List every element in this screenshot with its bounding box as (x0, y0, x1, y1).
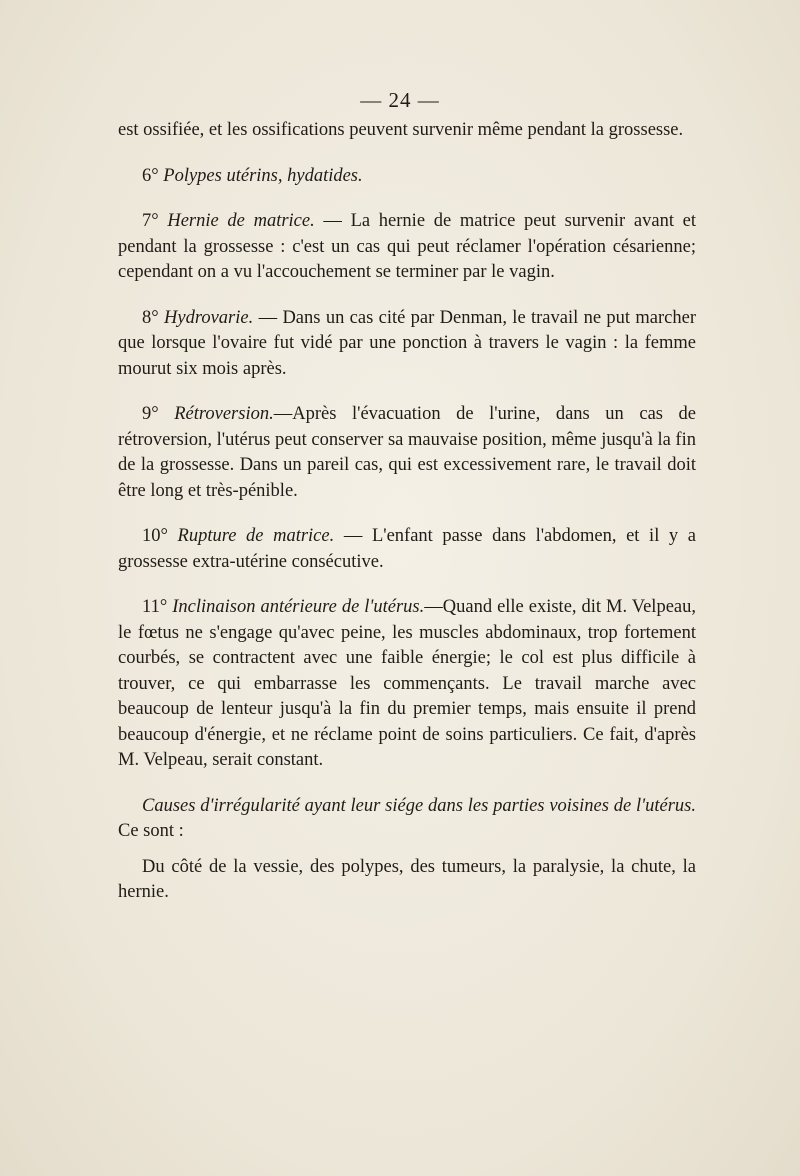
paragraph-heading: Causes d'irrégularité ayant leur siége dans les parties voisines de l'utérus. (142, 795, 696, 816)
paragraph-rupture (118, 524, 696, 575)
paragraph-hydrovarie (118, 306, 696, 383)
paragraph-text: — La hernie de matrice peut survenir avant et pendant la grossesse : c'est un cas qui peut réclamer l'opération césarienne; cependant on a vu l'accouchement se terminer par le vagin. (118, 211, 696, 282)
paragraph-text: Du côté de la vessie, des polypes, des tumeurs, la paralysie, la chute, la hernie. (118, 856, 696, 902)
paragraph-retroversion (118, 402, 696, 504)
paragraph-text: — L'enfant passe dans l'abdomen, et il y a grossesse extra-utérine consécutive. (118, 526, 697, 572)
page-number: — 24 — (360, 88, 440, 112)
body-text (118, 118, 696, 906)
paragraph-text: Ce sont : (118, 821, 184, 841)
paragraph-heading: Polypes utérins, hydatides. (163, 165, 363, 186)
paragraph-heading: Inclinaison antérieure de l'utérus. (172, 597, 425, 617)
paragraph-number: 8° (142, 307, 159, 328)
paragraph-text: —Quand elle existe, dit M. Velpeau, le fœtus ne s'engage qu'avec peine, les muscles abdominaux, trop fortement courbés, se contractent avec une faible énergie; le col est plus difficile à trouver, ce qui embarrasse les commençants. Le travail marche avec beaucoup de lenteur jusqu'à la fin du premier temps, mais ensuite il prend beaucoup d'énergie, et ne réclame point de soins particuliers. Ce fait, d'après M. Velpeau, serait constant. (118, 597, 696, 770)
paragraph-number: 7° (142, 211, 159, 231)
paragraph-number: 9° (142, 404, 159, 424)
paragraph-heading: Hydrovarie. (164, 307, 254, 328)
paragraph-hernie (118, 209, 696, 286)
paragraph-heading: Rétroversion. (174, 404, 274, 424)
paragraph-continuation (118, 118, 696, 144)
paragraph-number: 6° (142, 165, 159, 186)
paragraph-heading: Hernie de matrice. (167, 211, 315, 231)
paragraph-number: 11° (142, 597, 168, 617)
paragraph-number: 10° (142, 526, 168, 546)
paragraph-text: — Dans un cas cité par Denman, le travail ne put marcher que lorsque l'ovaire fut vidé par une ponction à travers le vagin : la femme mourut six mois après. (118, 307, 696, 379)
paragraph-causes (118, 794, 696, 845)
paragraph-text: —Après l'évacuation de l'urine, dans un cas de rétroversion, l'utérus peut conserver sa mauvaise position, même jusqu'à la fin de la grossesse. Dans un pareil cas, qui est excessivement rare, le travail doit être long et très-pénible. (118, 404, 697, 501)
paragraph-inclinaison (118, 595, 696, 774)
paragraph-vessie (118, 855, 696, 906)
paragraph-text: est ossifiée, et les ossifications peuvent survenir même pendant la grossesse. (118, 120, 684, 140)
paragraph-polypes (118, 164, 696, 190)
paragraph-heading: Rupture de matrice. (177, 526, 335, 546)
